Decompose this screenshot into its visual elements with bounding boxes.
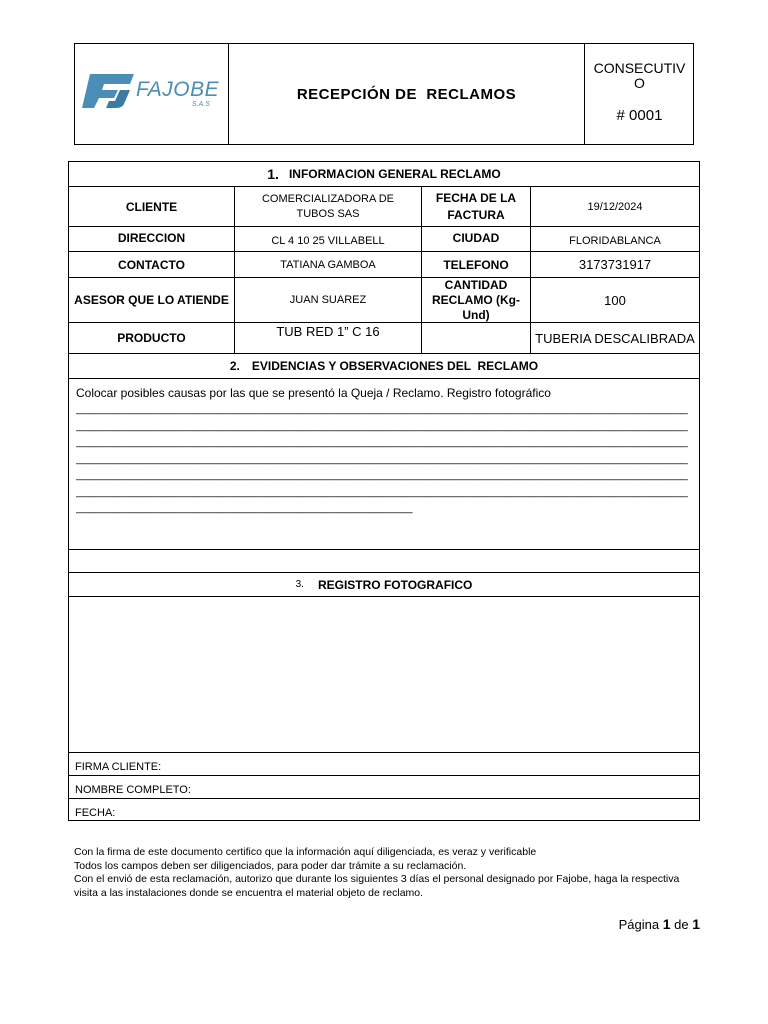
page-of: de	[674, 917, 689, 932]
section1-title: INFORMACION GENERAL RECLAMO	[288, 167, 501, 181]
producto-issue: TUBERIA DESCALIBRADA	[530, 322, 700, 354]
fajobe-logo-icon	[82, 70, 138, 110]
fecha-factura-label: FECHA DE LA FACTURA	[421, 186, 531, 227]
asesor-value: JUAN SUAREZ	[234, 277, 422, 323]
section1-number: 1.	[267, 166, 279, 182]
contacto-label: CONTACTO	[68, 251, 235, 278]
section3-header	[68, 572, 700, 597]
cantidad-label: CANTIDAD RECLAMO (Kg-Und)	[421, 277, 531, 323]
section2-number: 2.	[229, 359, 240, 373]
section3-number: 3.	[295, 579, 304, 590]
producto-value: TUB RED 1” C 16	[234, 322, 422, 354]
consecutive-label-2: O	[634, 75, 645, 91]
document-title	[229, 43, 584, 145]
page-word: Página	[618, 917, 660, 932]
logo-text: FAJOBE	[136, 78, 220, 101]
producto-label: PRODUCTO	[68, 322, 235, 354]
telefono-label: TELEFONO	[421, 251, 531, 278]
fecha-field[interactable]: FECHA:	[68, 798, 700, 821]
nombre-completo-field[interactable]: NOMBRE COMPLETO:	[68, 775, 700, 799]
page-number	[600, 916, 700, 932]
blank-row	[68, 549, 700, 573]
logo-subtext: S.A.S	[192, 101, 210, 108]
cliente-value: COMERCIALIZADORA DE TUBOS SAS	[234, 186, 422, 227]
asesor-label: ASESOR QUE LO ATIENDE	[68, 277, 235, 323]
page-total: 1	[692, 916, 700, 932]
cliente-label: CLIENTE	[68, 186, 235, 227]
section2-title: EVIDENCIAS Y OBSERVACIONES DEL RECLAMO	[251, 359, 539, 373]
page-current: 1	[662, 916, 671, 932]
consecutive-box	[585, 43, 694, 145]
photo-area[interactable]	[68, 596, 700, 753]
section1-header	[68, 161, 700, 187]
note-line: visita a las instalaciones donde se encuentra el material objeto de reclamo.	[74, 886, 424, 899]
observations-prompt: Colocar posibles causas por las que se presentó la Queja / Reclamo. Registro fotográfico	[76, 386, 551, 400]
firma-cliente-field[interactable]: FIRMA CLIENTE:	[68, 752, 700, 776]
document-title-text: RECEPCIÓN DE RECLAMOS	[296, 85, 517, 103]
ciudad-label: CIUDAD	[421, 226, 531, 252]
company-logo	[82, 70, 222, 112]
telefono-value: 3173731917	[530, 251, 700, 278]
notes-block	[74, 846, 714, 900]
cantidad-value: 100	[530, 277, 700, 323]
consecutive-label-1: CONSECUTIV	[593, 60, 686, 76]
contacto-value: TATIANA GAMBOA	[234, 251, 422, 278]
section3-title: REGISTRO FOTOGRAFICO	[317, 577, 473, 592]
producto-extra	[421, 322, 531, 354]
fecha-factura-value: 19/12/2024	[530, 186, 700, 227]
consecutive-value: # 0001	[616, 107, 663, 124]
direccion-label: DIRECCION	[68, 226, 235, 252]
direccion-value: CL 4 10 25 VILLABELL	[234, 226, 422, 252]
observations-box[interactable]	[68, 378, 700, 550]
observations-blank-lines: _______________________________________________________________________________________________________________________________________________________________________________________________________________________________________________________________________________________________________________________________________________________________________________________________________________________________________________________________________________________________________________________________________________________________________________________________________________________________________________________________________________	[76, 403, 688, 514]
note-line: Con la firma de este documento certifico que la información aquí diligenciada, es veraz y verificable	[74, 846, 537, 858]
note-line: Con el envió de esta reclamación, autorizo que durante los siguientes 3 días el personal designado por Fajobe, haga la respectiva	[74, 873, 680, 885]
note-line: Todos los campos deben ser diligenciados, para poder dar trámite a su reclamación.	[74, 859, 467, 872]
section2-header	[68, 353, 700, 379]
ciudad-value: FLORIDABLANCA	[530, 226, 700, 252]
